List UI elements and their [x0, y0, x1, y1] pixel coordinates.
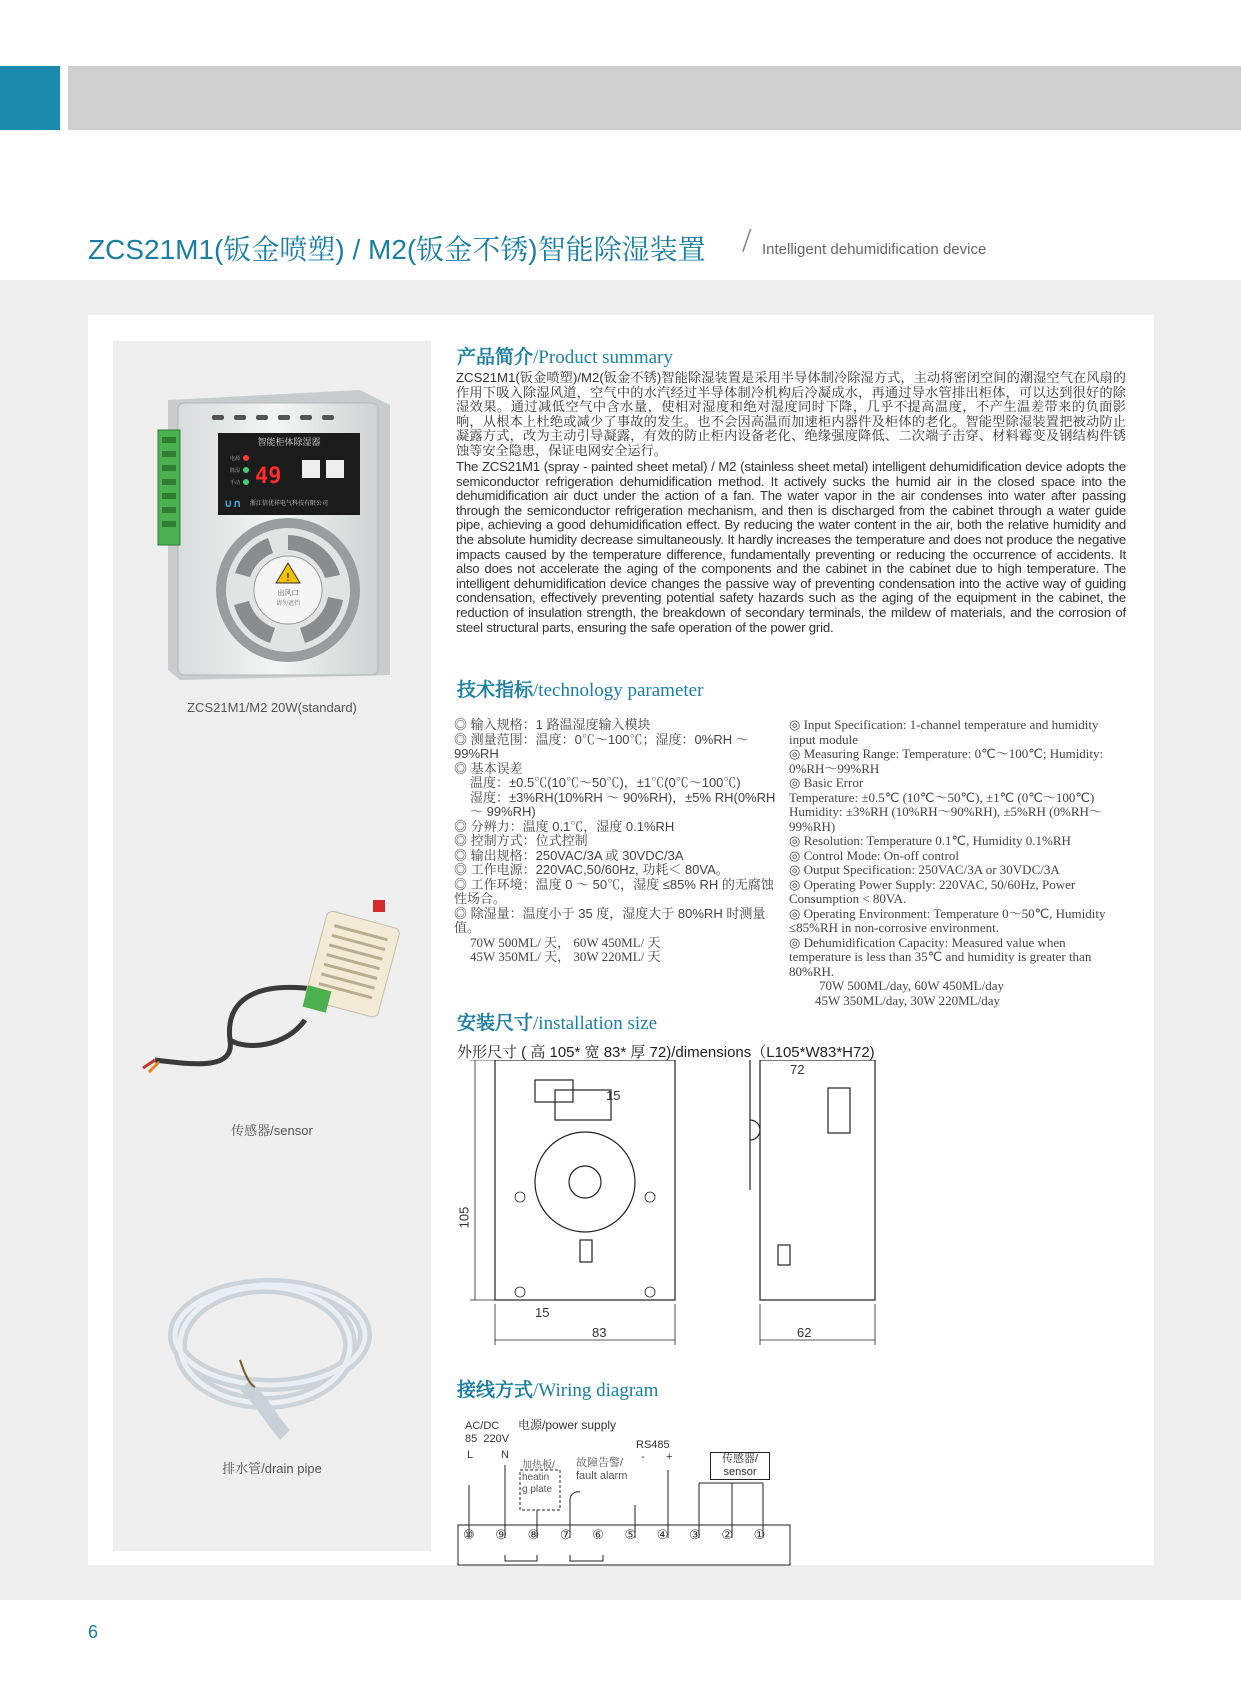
tech-cn-item: ◎ 工作环境：温度 0 ～ 50℃，湿度 ≤85% RH 的无腐蚀性场合。: [454, 876, 774, 906]
tech-en-item: 70W 500ML/day, 60W 450ML/day: [819, 978, 1004, 993]
panel-title: 智能柜体除湿器: [257, 438, 321, 448]
device-caption: ZCS21M1/M2 20W(standard): [187, 700, 357, 715]
terminal-3: ③: [689, 1527, 701, 1542]
sensor-terminal-label: 传感器/ sensor: [710, 1452, 770, 1480]
drain-pipe-image: [155, 1265, 395, 1445]
dim-top-tab: 15: [606, 1088, 621, 1103]
device-image: [150, 385, 400, 685]
svg-text:请勿遮挡: 请勿遮挡: [275, 600, 301, 607]
acdc-label: AC/DC: [465, 1420, 500, 1432]
tech-cn-item: 温度：±0.5℃(10℃～50℃)，±1℃(0℃～100℃): [470, 775, 741, 790]
sensor-caption: 传感器/sensor: [231, 1123, 313, 1138]
header-accent-block: [0, 66, 60, 130]
tech-heading: 技术指标/technology parameter: [457, 679, 704, 701]
terminal-6: ⑥: [592, 1527, 604, 1542]
terminal-strip: [463, 1527, 783, 1543]
terminal-1: ①: [753, 1527, 766, 1542]
tech-cn-item: ◎ 测量范围：温度：0℃～100℃；湿度：0%RH ～ 99%RH: [454, 731, 749, 761]
page-title: ZCS21M1(钣金喷塑) / M2(钣金不锈)智能除湿装置: [88, 234, 706, 265]
rs485-label: RS485: [636, 1439, 670, 1451]
tech-en-item: ◎ Operating Power Supply: 220VAC, 50/60Hz, Power Consumption < 80VA.: [789, 876, 1076, 906]
drain-pipe-caption: 排水管/drain pipe: [222, 1461, 322, 1476]
dim-side-bottom: 62: [797, 1325, 812, 1340]
tech-en-item: ◎ Basic Error: [789, 775, 864, 790]
tech-cn-item: ◎ 控制方式：位式控制: [454, 833, 588, 848]
rs485-minus: -: [641, 1451, 645, 1463]
svg-text:出风口: 出风口: [277, 589, 299, 597]
tech-cn-item: ◎ 基本误差: [454, 760, 523, 776]
tech-cn-item: ◎ 工作电源：220VAC,50/60Hz, 功耗＜ 80VA。: [454, 862, 729, 877]
terminal-L-label: L: [467, 1449, 474, 1461]
terminal-9: ⑨: [495, 1527, 507, 1542]
summary-heading: 产品简介/Product summary: [457, 346, 673, 368]
summary-text-cn: ZCS21M1(钣金喷塑)/M2(钣金不锈)智能除湿装置是采用半导体制冷除湿方式，主动将密闭空间的潮湿空气在风扇的作用下吸入除湿风道，空气中的水汽经过半导体制冷机构后冷凝成水，再通过导水管排出柜体，可以达到很好的除湿效果。通过减低空气中含水量，使相对湿度和绝对湿度同时下降，几乎不提高温度，不产生温差带来的负面影响，从根本上杜绝或减少了事故的发生。也不会因高温而加速柜内器件及柜体的老化。智能型除湿装置把被动防止凝露方式，改为主动引导凝露，有效的防止柜内设备老化、绝缘强度降低、二次端子击穿、材料霉变及钢结构件锈蚀等安全隐患，保证电网安全运行。: [456, 370, 1126, 458]
dimension-drawing: [460, 1060, 880, 1350]
title-divider: /: [742, 222, 752, 259]
summary-text-en: The ZCS21M1 (spray - painted sheet metal) / M2 (stainless sheet metal) intelligent dehumidification device adopts the semiconductor refrigeration dehumidification method. It actively sucks the humid air in the closed space into the dehumidification air duct under the action of a fan. The water vapor in the air condenses into water after passing through the semiconductor refrigeration mechanism, and then is discharged from the cabinet through a water guide pipe, achieving a good dehumidification effect. By reducing the water content in the air, both the relative humidity and the absolute humidity decrease simultaneously. It hardly increases the temperature and does not produce the negative impacts caused by the temperature difference, fundamentally preventing or reducing the occurrence of accidents. It also does not accelerate the aging of the components and the cabinet in the cabinet due to high temperature. The intelligent dehumidification device changes the passive way of preventing condensation into the active way of guiding condensation, effectively preventing potential safety hazards such as the aging of the equipment in the cabinet, the reduction of insulation strength, the breakdown of secondary terminals, the mildew of materials, and the corrosion of steel structural parts, ensuring the safe operation of the power grid.: [456, 459, 1126, 635]
dim-depth: 72: [790, 1062, 805, 1077]
terminal-2: ②: [721, 1527, 734, 1542]
terminal-N-label: N: [501, 1449, 509, 1461]
terminal-7: ⑦: [559, 1527, 572, 1542]
terminal-8: ⑧: [527, 1527, 540, 1542]
heating-plate-label: 加热板/ heatin g plate: [522, 1460, 555, 1495]
tech-cn-item: ◎ 分辨力：温度 0.1℃，湿度 0.1%RH: [454, 818, 675, 834]
tech-cn-item: ◎ 输入规格：1 路温湿度输入模块: [454, 717, 651, 732]
page-number: 6: [88, 1622, 99, 1642]
tech-en-item: ◎ Output Specification: 250VAC/3A or 30VDC/3A: [789, 862, 1060, 877]
terminal-4: ④: [656, 1527, 669, 1542]
tech-en-item: 45W 350ML/day, 30W 220ML/day: [815, 992, 1000, 1008]
tech-en-item: ◎ Measuring Range: Temperature: 0℃～100℃; Humidity: 0%RH～99%RH: [789, 746, 1104, 776]
brand-logo: ∪∩: [224, 497, 242, 510]
dim-width: 83: [592, 1325, 607, 1340]
dimensions-text: 外形尺寸 ( 高 105* 宽 83* 厚 72)/dimensions（L105*W83*H72): [457, 1044, 875, 1061]
tech-en-item: ◎ Input Specification: 1-channel temperature and humidity input module: [789, 717, 1099, 747]
svg-text:电源: 电源: [230, 456, 241, 462]
brand-text: 浙江信优祥电气科技有限公司: [250, 500, 329, 507]
page-subtitle: Intelligent dehumidification device: [762, 241, 987, 258]
header-bar: [68, 66, 1241, 130]
wiring-heading: 接线方式/Wiring diagram: [457, 1379, 659, 1401]
voltage-label: 85 220V: [465, 1433, 510, 1445]
tech-cn-item: ◎ 除湿量：温度小于 35 度，湿度大于 80%RH 时测量值。: [454, 905, 766, 935]
rs485-plus: +: [666, 1451, 673, 1463]
install-heading: 安装尺寸/installation size: [457, 1012, 658, 1034]
tech-params-cn: [454, 718, 779, 965]
tech-params-en: [789, 718, 1124, 1008]
tech-en-item: ◎ Operating Environment: Temperature 0～50℃, Humidity ≤85%RH in non-corrosive environment.: [789, 905, 1106, 935]
tech-en-item: ◎ Dehumidification Capacity: Measured value when temperature is less than 35℃ and humidity is greater than 80%RH.: [789, 934, 1092, 979]
dim-height: 105: [456, 1206, 472, 1229]
tech-en-item: ◎ Control Mode: On-off control: [789, 847, 959, 863]
power-supply-label: 电源/power supply: [518, 1418, 617, 1432]
svg-text:除湿: 除湿: [230, 468, 241, 474]
fault-alarm-label: 故障告警/ fault alarm: [576, 1457, 628, 1482]
terminal-5: ⑤: [624, 1527, 637, 1542]
sensor-image: [135, 890, 415, 1080]
svg-text:!: !: [285, 571, 291, 584]
tech-cn-item: 70W 500ML/ 天， 60W 450ML/ 天: [470, 934, 661, 950]
tech-cn-item: ◎ 输出规格：250VAC/3A 或 30VDC/3A: [454, 847, 684, 863]
tech-cn-item: 45W 350ML/ 天， 30W 220ML/ 天: [470, 949, 661, 964]
tech-en-item: Temperature: ±0.5℃ (10℃～50℃), ±1℃ (0℃～100℃) Humidity: ±3%RH (10%RH～90%RH), ±5%RH (0%RH～99%RH): [789, 789, 1102, 834]
dim-bottom-tab: 15: [535, 1305, 550, 1320]
tech-cn-item: 湿度：±3%RH(10%RH ～ 90%RH)，±5% RH(0%RH ～ 99%RH): [470, 789, 776, 819]
terminal-10: ⑩: [463, 1527, 475, 1542]
svg-text:手动: 手动: [230, 480, 241, 486]
tech-en-item: ◎ Resolution: Temperature 0.1℃, Humidity 0.1%RH: [789, 833, 1071, 848]
display-readout: 49: [255, 464, 282, 489]
